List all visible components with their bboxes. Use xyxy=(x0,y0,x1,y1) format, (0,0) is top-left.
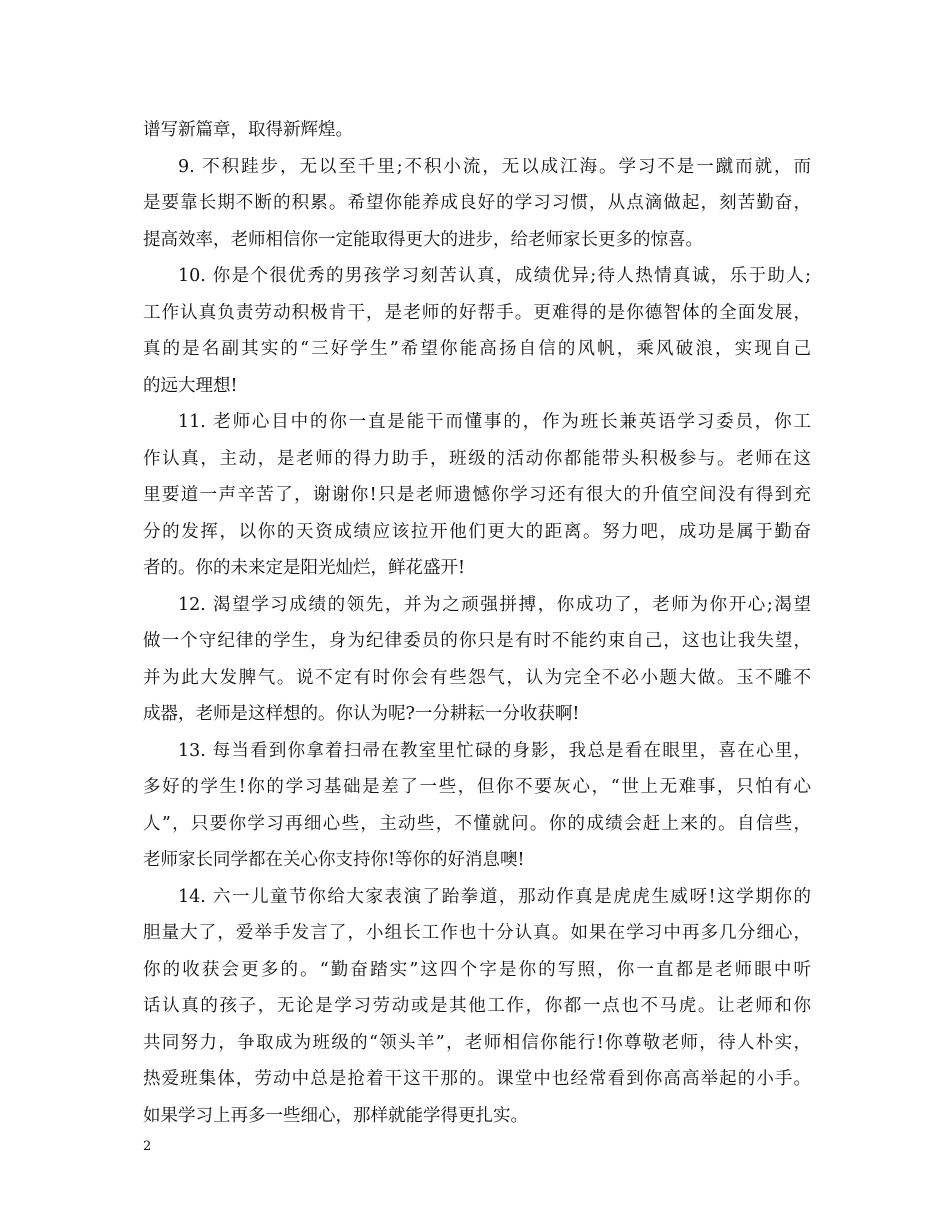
page-number: 2 xyxy=(143,1139,152,1154)
text-line: 里要道一声辛苦了，谢谢你!只是老师遗憾你学习还有很大的升值空间没有得到充 xyxy=(143,485,811,505)
text-line: 12. 渴望学习成绩的领先，并为之顽强拼搏，你成功了，老师为你开心;渴望 xyxy=(178,594,811,615)
document-body xyxy=(143,112,811,1134)
text-line: 做一个守纪律的学生，身为纪律委员的你只是有时不能约束自己，这也让我失望， xyxy=(143,631,811,651)
text-line: 者的。你的未来定是阳光灿烂，鲜花盛开! xyxy=(143,558,466,578)
text-line: 老师家长同学都在关心你支持你!等你的好消息噢! xyxy=(143,850,525,870)
text-line: 作认真，主动，是老师的得力助手，班级的活动你都能带头积极参与。老师在这 xyxy=(143,448,811,469)
text-line: 11. 老师心目中的你一直是能干而懂事的，作为班长兼英语学习委员，你工 xyxy=(178,412,811,432)
text-line: 胆量大了，爱举手发言了，小组长工作也十分认真。如果在学习中再多几分细心， xyxy=(143,923,811,943)
text-line: 谱写新篇章，取得新辉煌。 xyxy=(143,120,353,140)
text-line: 如果学习上再多一些细心，那样就能学得更扎实。 xyxy=(143,1105,528,1126)
text-line: 成器，老师是这样想的。你认为呢?一分耕耘一分收获啊! xyxy=(143,704,580,724)
text-line: 热爱班集体，劳动中总是抢着干这干那的。课堂中也经常看到你高高举起的小手。 xyxy=(143,1069,811,1089)
text-line: 你的收获会更多的。“勤奋踏实”这四个字是你的写照，你一直都是老师眼中听 xyxy=(143,959,811,980)
text-line: 13. 每当看到你拿着扫帚在教室里忙碌的身影，我总是看在眼里，喜在心里， xyxy=(178,740,811,761)
text-line: 是要靠长期不断的积累。希望你能养成良好的学习习惯，从点滴做起，刻苦勤奋， xyxy=(143,193,811,213)
text-line: 10. 你是个很优秀的男孩学习刻苦认真，成绩优异;待人热情真诚，乐于助人; xyxy=(178,266,811,286)
text-line: 多好的学生!你的学习基础是差了一些，但你不要灰心，“世上无难事，只怕有心 xyxy=(143,777,811,797)
text-line: 的远大理想! xyxy=(143,375,238,396)
text-line: 共同努力，争取成为班级的“领头羊”，老师相信你能行!你尊敬老师，待人朴实， xyxy=(143,1032,811,1053)
text-line: 14. 六一儿童节你给大家表演了跆拳道，那动作真是虎虎生威呀!这学期你的 xyxy=(178,886,811,907)
text-line: 工作认真负责劳动积极肯干，是老师的好帮手。更难得的是你德智体的全面发展， xyxy=(143,302,811,323)
text-line: 分的发挥，以你的天资成绩应该拉开他们更大的距离。努力吧，成功是属于勤奋 xyxy=(143,521,811,542)
text-line: 人”，只要你学习再细心些，主动些，不懂就问。你的成绩会赶上来的。自信些， xyxy=(143,813,811,834)
text-line: 话认真的孩子，无论是学习劳动或是其他工作，你都一点也不马虎。让老师和你 xyxy=(143,996,811,1016)
text-line: 并为此大发脾气。说不定有时你会有些怨气，认为完全不必小题大做。玉不雕不 xyxy=(143,667,811,688)
text-line: 真的是名副其实的“三好学生”希望你能高扬自信的风帆，乘风破浪，实现自己 xyxy=(143,339,811,359)
text-line: 提高效率，老师相信你一定能取得更大的进步，给老师家长更多的惊喜。 xyxy=(143,229,703,250)
text-line: 9. 不积跬步，无以至千里;不积小流，无以成江海。学习不是一蹴而就，而 xyxy=(178,156,811,177)
